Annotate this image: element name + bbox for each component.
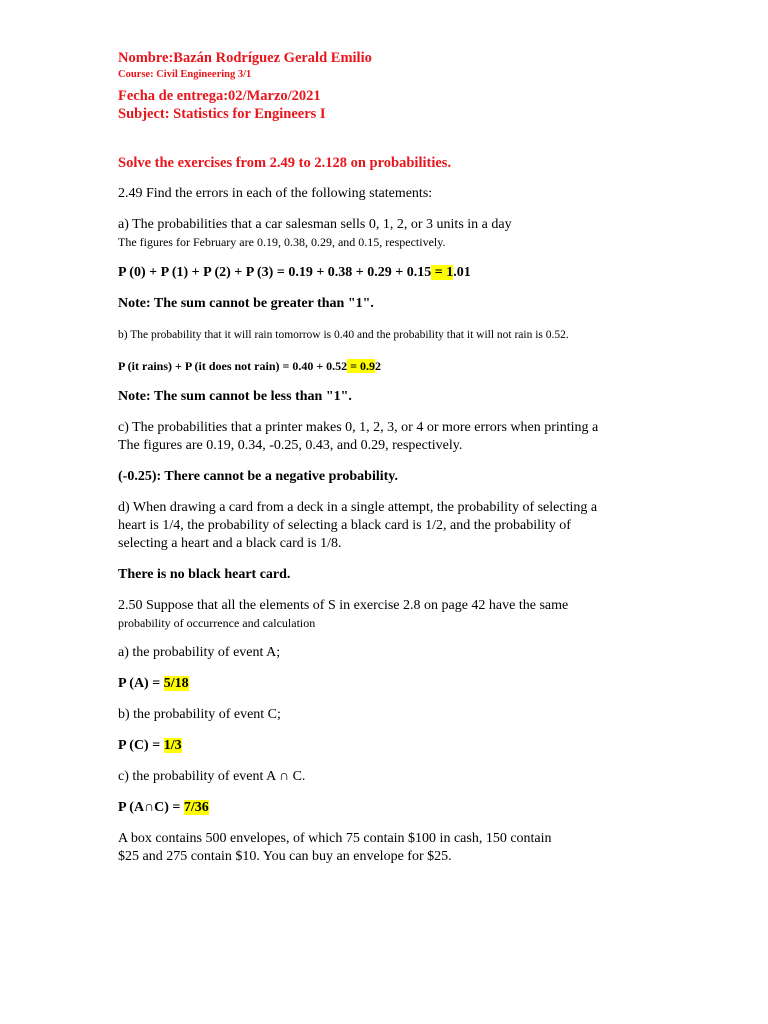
ex249-d-line2: heart is 1/4, the probability of selecting a black card is 1/2, and the probability of <box>118 518 571 533</box>
ex250-line1: 2.50 Suppose that all the elements of S in exercise 2.8 on page 42 have the same <box>118 598 569 613</box>
ex249-a-note: Note: The sum cannot be greater than "1". <box>118 296 374 311</box>
box-line1: A box contains 500 envelopes, of which 75 contain $100 in cash, 150 contain <box>118 831 552 846</box>
ex250-a-highlight: 5/18 <box>163 676 189 691</box>
ex250-b-answer <box>118 737 738 755</box>
ex250-line2: probability of occurrence and calculation <box>118 616 316 630</box>
document-page <box>118 48 738 866</box>
ex249-title: 2.49 Find the errors in each of the following statements: <box>118 186 433 201</box>
ex250-c-answer <box>118 799 738 817</box>
ex249-a-line1: a) The probabilities that a car salesman sells 0, 1, 2, or 3 units in a day <box>118 217 512 232</box>
ex249-b-equation <box>118 358 738 374</box>
ex250-a-answer <box>118 675 738 693</box>
ex249-b-eq-post: 2 <box>375 359 382 373</box>
course-line: Course: Civil Engineering 3/1 <box>118 69 252 80</box>
ex249-a-eq-pre: P (0) + P (1) + P (2) + P (3) = 0.19 + 0.38 + 0.29 + 0.15 <box>118 265 432 280</box>
ex249-a-equation <box>118 264 738 282</box>
ex250-a-question: a) the probability of event A; <box>118 645 281 660</box>
ex250-b-question: b) the probability of event C; <box>118 707 281 722</box>
student-name: Nombre:Bazán Rodríguez Gerald Emilio <box>118 50 372 66</box>
ex249-b-line: b) The probability that it will rain tomorrow is 0.40 and the probability that it will not rain is 0.52. <box>118 329 569 341</box>
ex250-b-highlight: 1/3 <box>163 738 182 753</box>
ex249-c-line1: c) The probabilities that a printer makes 0, 1, 2, 3, or 4 or more errors when printing a <box>118 420 599 435</box>
ex249-d-line1: d) When drawing a card from a deck in a single attempt, the probability of selecting a <box>118 500 598 515</box>
ex249-d-line3: selecting a heart and a black card is 1/8. <box>118 536 342 551</box>
ex250-c-pre: P (A∩C) = <box>118 800 184 815</box>
ex250-c-question: c) the probability of event A ∩ C. <box>118 769 306 784</box>
ex249-a-eq-highlight: = 1 <box>431 265 454 280</box>
subject-line: Subject: Statistics for Engineers I <box>118 106 326 122</box>
ex249-c-line2: The figures are 0.19, 0.34, -0.25, 0.43, and 0.29, respectively. <box>118 438 463 453</box>
ex249-c-note: (-0.25): There cannot be a negative probability. <box>118 469 398 484</box>
ex249-a-eq-post: .01 <box>453 265 471 280</box>
ex250-a-pre: P (A) = <box>118 676 164 691</box>
ex249-d-note: There is no black heart card. <box>118 567 291 582</box>
ex250-b-pre: P (C) = <box>118 738 164 753</box>
ex249-b-eq-pre: P (it rains) + P (it does not rain) = 0.40 + 0.52 <box>118 359 348 373</box>
box-line2: $25 and 275 contain $10. You can buy an envelope for $25. <box>118 849 452 864</box>
ex249-a-line2: The figures for February are 0.19, 0.38, 0.29, and 0.15, respectively. <box>118 235 446 249</box>
due-date: Fecha de entrega:02/Marzo/2021 <box>118 88 321 104</box>
instruction: Solve the exercises from 2.49 to 2.128 on probabilities. <box>118 155 452 171</box>
ex250-c-highlight: 7/36 <box>183 800 209 815</box>
ex249-b-eq-highlight: = 0.9 <box>347 359 376 373</box>
ex249-b-note: Note: The sum cannot be less than "1". <box>118 389 352 404</box>
